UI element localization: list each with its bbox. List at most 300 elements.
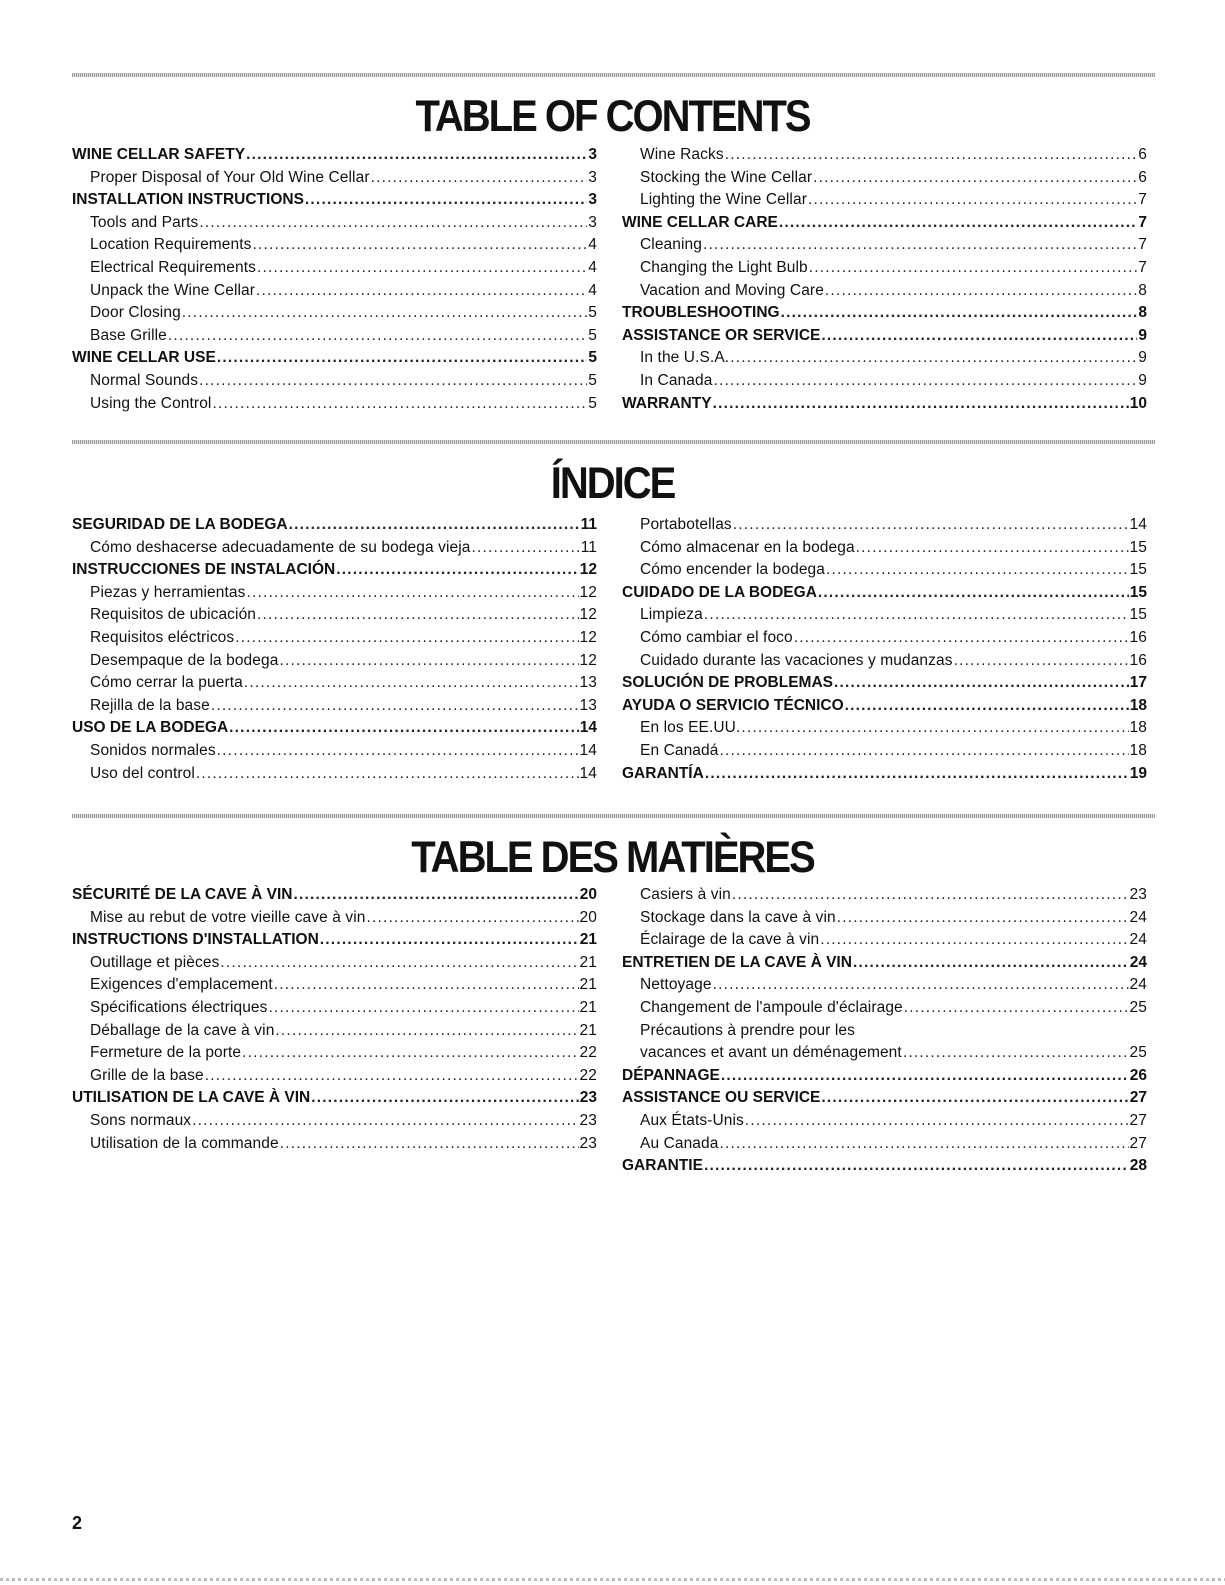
toc-entry-page: 18 bbox=[1129, 696, 1147, 714]
toc-entry-page: 21 bbox=[579, 998, 597, 1016]
dot-leader bbox=[367, 907, 579, 930]
toc-subsection-entry bbox=[72, 234, 597, 257]
dot-leader bbox=[725, 144, 1138, 167]
toc-subsection-entry bbox=[622, 537, 1147, 560]
dot-leader bbox=[220, 952, 578, 975]
toc-section-entry bbox=[622, 1155, 1147, 1178]
toc-subsection-entry bbox=[72, 952, 597, 975]
dot-leader bbox=[719, 740, 1128, 763]
toc-entry-page: 3 bbox=[588, 213, 597, 231]
dot-leader bbox=[733, 514, 1129, 537]
toc-section-entry bbox=[72, 189, 597, 212]
toc-subsection-entry bbox=[622, 1133, 1147, 1156]
toc-section-entry bbox=[622, 302, 1147, 325]
toc-entry-page: 12 bbox=[579, 628, 597, 646]
dot-leader bbox=[821, 325, 1137, 348]
toc-subsection-entry bbox=[72, 212, 597, 235]
dot-leader bbox=[246, 582, 578, 605]
toc-entry-label: Electrical Requirements bbox=[90, 258, 256, 276]
toc-entry-page: 18 bbox=[1129, 719, 1147, 737]
dot-leader bbox=[813, 167, 1137, 190]
toc-section-entry bbox=[72, 144, 597, 167]
toc-section-entry bbox=[622, 952, 1147, 975]
toc-entry-page: 4 bbox=[588, 236, 597, 254]
toc-entry-page: 27 bbox=[1129, 1134, 1147, 1152]
dot-leader bbox=[808, 189, 1137, 212]
toc-entry-page: 10 bbox=[1129, 394, 1147, 412]
dot-leader bbox=[256, 280, 587, 303]
toc-subsection-entry bbox=[72, 1065, 597, 1088]
dot-leader bbox=[311, 1087, 579, 1110]
toc-subsection-entry bbox=[622, 234, 1147, 257]
toc-subsection-entry bbox=[622, 1110, 1147, 1133]
dot-leader bbox=[217, 347, 588, 370]
toc-entry-label: Vacation and Moving Care bbox=[640, 281, 824, 299]
toc-entry-label: Au Canada bbox=[640, 1134, 719, 1152]
toc-column-french-left bbox=[72, 884, 597, 1155]
toc-entry-label: Normal Sounds bbox=[90, 371, 199, 389]
toc-subsection-entry bbox=[72, 582, 597, 605]
toc-entry-label: ASSISTANCE OR SERVICE bbox=[622, 326, 821, 344]
toc-entry-page: 15 bbox=[1129, 538, 1147, 556]
toc-entry-page: 8 bbox=[1138, 304, 1147, 322]
toc-subsection-entry bbox=[622, 907, 1147, 930]
toc-section-entry bbox=[622, 582, 1147, 605]
section-title-french: TABLE DES MATIÈRES bbox=[411, 833, 814, 883]
toc-entry-label: DÉPANNAGE bbox=[622, 1066, 720, 1084]
toc-column-spanish-left bbox=[72, 514, 597, 785]
toc-entry-page: 20 bbox=[579, 908, 597, 926]
toc-subsection-entry bbox=[622, 514, 1147, 537]
toc-entry-page: 14 bbox=[1129, 516, 1147, 533]
dot-leader bbox=[781, 302, 1138, 325]
toc-entry-page: 21 bbox=[579, 1021, 597, 1039]
dot-leader bbox=[826, 559, 1129, 582]
dot-leader bbox=[730, 347, 1137, 370]
toc-entry-page: 19 bbox=[1129, 764, 1147, 782]
toc-entry-label: SOLUCIÓN DE PROBLEMAS bbox=[622, 674, 833, 692]
toc-entry-label: Rejilla de la base bbox=[90, 696, 210, 714]
toc-entry-label: WARRANTY bbox=[622, 394, 712, 412]
toc-entry-page: 16 bbox=[1129, 628, 1147, 646]
toc-entry-page: 21 bbox=[579, 953, 597, 971]
toc-entry-label: In Canada bbox=[640, 371, 713, 389]
toc-entry-label: SÉCURITÉ DE LA CAVE À VIN bbox=[72, 886, 293, 903]
toc-entry-page: 12 bbox=[579, 583, 597, 601]
toc-entry-label: UTILISATION DE LA CAVE À VIN bbox=[72, 1089, 311, 1107]
toc-entry-label: INSTRUCCIONES DE INSTALACIÓN bbox=[72, 561, 336, 579]
toc-subsection-entry bbox=[622, 257, 1147, 280]
toc-entry-page: 8 bbox=[1138, 281, 1147, 299]
toc-subsection-entry bbox=[622, 280, 1147, 303]
toc-entry-page: 23 bbox=[1129, 886, 1147, 903]
dot-leader bbox=[212, 393, 587, 416]
dot-leader bbox=[820, 929, 1128, 952]
toc-section-entry bbox=[72, 1087, 597, 1110]
toc-subsection-entry bbox=[72, 763, 597, 786]
dot-leader bbox=[336, 559, 579, 582]
toc-entry-page: 9 bbox=[1138, 326, 1147, 344]
dot-leader bbox=[856, 537, 1129, 560]
toc-entry-label: Desempaque de la bodega bbox=[90, 651, 279, 669]
toc-entry-page: 24 bbox=[1129, 976, 1147, 994]
toc-subsection-entry bbox=[72, 650, 597, 673]
dot-leader bbox=[713, 393, 1129, 416]
toc-subsection-entry bbox=[72, 1042, 597, 1065]
toc-entry-page: 5 bbox=[588, 394, 597, 412]
toc-subsection-entry bbox=[72, 672, 597, 695]
dot-leader bbox=[257, 257, 587, 280]
dot-leader bbox=[244, 672, 579, 695]
dot-leader bbox=[279, 650, 578, 673]
toc-entry-page: 6 bbox=[1138, 168, 1147, 186]
toc-entry-page: 7 bbox=[1138, 213, 1147, 231]
toc-entry-page: 3 bbox=[588, 146, 597, 163]
toc-column-english-right bbox=[622, 144, 1147, 415]
dot-leader bbox=[904, 997, 1129, 1020]
toc-entry-page: 5 bbox=[588, 326, 597, 344]
toc-entry-label: WINE CELLAR SAFETY bbox=[72, 146, 246, 163]
dot-leader bbox=[211, 695, 579, 718]
dot-leader bbox=[229, 717, 579, 740]
toc-section-entry bbox=[622, 212, 1147, 235]
toc-subsection-entry bbox=[622, 740, 1147, 763]
toc-subsection-entry bbox=[72, 302, 597, 325]
dot-leader bbox=[705, 763, 1129, 786]
toc-entry-page: 5 bbox=[588, 349, 597, 367]
dot-leader bbox=[745, 1110, 1129, 1133]
toc-entry-page: 26 bbox=[1129, 1066, 1147, 1084]
dot-leader bbox=[182, 302, 587, 325]
toc-entry-label: Sons normaux bbox=[90, 1111, 192, 1129]
toc-entry-page: 24 bbox=[1129, 931, 1147, 949]
dot-leader bbox=[253, 234, 588, 257]
toc-entry-label: Door Closing bbox=[90, 304, 181, 322]
dot-leader bbox=[196, 763, 579, 786]
dot-leader bbox=[257, 604, 579, 627]
toc-entry-label: WINE CELLAR CARE bbox=[622, 213, 778, 231]
toc-subsection-entry bbox=[622, 627, 1147, 650]
toc-entry-label: Cómo almacenar en la bodega bbox=[640, 538, 855, 556]
toc-entry-page: 24 bbox=[1129, 908, 1147, 926]
toc-subsection-entry bbox=[622, 717, 1147, 740]
dot-leader bbox=[853, 952, 1129, 975]
toc-entry-page: 22 bbox=[579, 1066, 597, 1084]
toc-entry-label: ASSISTANCE OU SERVICE bbox=[622, 1089, 821, 1107]
dot-leader bbox=[825, 280, 1137, 303]
toc-entry-page: 23 bbox=[579, 1111, 597, 1129]
toc-column-english-left bbox=[72, 144, 597, 415]
dot-leader bbox=[794, 627, 1129, 650]
dot-leader bbox=[903, 1042, 1129, 1065]
section-divider bbox=[72, 440, 1155, 444]
dot-leader bbox=[289, 514, 580, 537]
dot-leader bbox=[199, 212, 587, 235]
dot-leader bbox=[821, 1087, 1128, 1110]
dot-leader bbox=[834, 672, 1129, 695]
toc-section-entry bbox=[622, 1065, 1147, 1088]
toc-entry-label: Cómo encender la bodega bbox=[640, 561, 825, 579]
toc-subsection-entry bbox=[72, 695, 597, 718]
toc-entry-label: GARANTÍA bbox=[622, 764, 704, 782]
toc-entry-page: 17 bbox=[1129, 674, 1147, 692]
toc-entry-label: Fermeture de la porte bbox=[90, 1044, 242, 1062]
toc-entry-page: 15 bbox=[1129, 583, 1147, 601]
toc-entry-label: Changement de l'ampoule d'éclairage bbox=[640, 998, 903, 1016]
toc-entry-page: 9 bbox=[1138, 371, 1147, 389]
toc-subsection-entry bbox=[622, 974, 1147, 997]
toc-subsection-entry bbox=[72, 1110, 597, 1133]
toc-entry-label: INSTRUCTIONS D'INSTALLATION bbox=[72, 931, 319, 949]
toc-subsection-entry bbox=[72, 907, 597, 930]
toc-entry-page: 25 bbox=[1129, 1044, 1147, 1062]
toc-subsection-entry bbox=[72, 740, 597, 763]
dot-leader bbox=[713, 974, 1129, 997]
toc-entry-label: Base Grille bbox=[90, 326, 167, 344]
toc-entry-label: Cuidado durante las vacaciones y mudanzas bbox=[640, 651, 953, 669]
toc-entry-page: 25 bbox=[1129, 998, 1147, 1016]
toc-entry-page: 7 bbox=[1138, 191, 1147, 209]
toc-entry-label: Stocking the Wine Cellar bbox=[640, 168, 813, 186]
dot-leader bbox=[242, 1042, 578, 1065]
toc-entry-label: AYUDA O SERVICIO TÉCNICO bbox=[622, 696, 844, 714]
toc-entry-label: Using the Control bbox=[90, 394, 212, 412]
toc-entry-label: En los EE.UU. bbox=[640, 719, 741, 737]
toc-entry-label: Cómo cerrar la puerta bbox=[90, 674, 243, 692]
toc-subsection-entry bbox=[72, 167, 597, 190]
toc-entry-label: Portabotellas bbox=[640, 516, 732, 533]
toc-entry-label: In the U.S.A. bbox=[640, 349, 730, 367]
toc-entry-label: Casiers à vin bbox=[640, 886, 731, 903]
toc-entry-page: 28 bbox=[1129, 1157, 1147, 1175]
toc-entry-label: Requisitos de ubicación bbox=[90, 606, 257, 624]
toc-subsection-entry bbox=[72, 997, 597, 1020]
toc-entry-label: Stockage dans la cave à vin bbox=[640, 908, 836, 926]
dot-leader bbox=[275, 1020, 578, 1043]
toc-section-entry bbox=[72, 514, 597, 537]
toc-entry-label: Wine Racks bbox=[640, 146, 724, 163]
toc-subsection-entry bbox=[72, 1133, 597, 1156]
toc-entry-label: Éclairage de la cave à vin bbox=[640, 931, 820, 949]
dot-leader bbox=[704, 604, 1129, 627]
toc-entry-page: 13 bbox=[579, 674, 597, 692]
dot-leader bbox=[703, 234, 1137, 257]
toc-entry-label: Piezas y herramientas bbox=[90, 583, 246, 601]
dot-leader bbox=[199, 370, 587, 393]
toc-subsection-entry bbox=[72, 393, 597, 416]
dot-leader bbox=[472, 537, 580, 560]
toc-entry-label: Aux États-Unis bbox=[640, 1111, 744, 1129]
toc-entry-label: Sonidos normales bbox=[90, 741, 216, 759]
toc-entry-label: SEGURIDAD DE LA BODEGA bbox=[72, 516, 288, 533]
toc-entry-page: 15 bbox=[1129, 606, 1147, 624]
toc-column-french-right bbox=[622, 884, 1147, 1178]
toc-entry-page: 15 bbox=[1129, 561, 1147, 579]
toc-entry-label: Lighting the Wine Cellar bbox=[640, 191, 807, 209]
toc-entry-page: 6 bbox=[1138, 146, 1147, 163]
toc-entry-label: Utilisation de la commande bbox=[90, 1134, 279, 1152]
toc-subsection-entry bbox=[72, 370, 597, 393]
toc-section-entry bbox=[622, 1087, 1147, 1110]
section-divider bbox=[72, 814, 1155, 818]
toc-subsection-entry bbox=[622, 604, 1147, 627]
toc-subsection-entry bbox=[622, 1020, 1147, 1065]
toc-entry-page: 27 bbox=[1129, 1111, 1147, 1129]
toc-entry-label: WINE CELLAR USE bbox=[72, 349, 216, 367]
toc-entry-label: Unpack the Wine Cellar bbox=[90, 281, 256, 299]
toc-entry-page: 9 bbox=[1138, 349, 1147, 367]
toc-entry-label: Cómo cambiar el foco bbox=[640, 628, 793, 646]
toc-entry-page: 14 bbox=[579, 719, 597, 737]
toc-section-entry bbox=[72, 717, 597, 740]
dot-leader bbox=[732, 884, 1129, 907]
dot-leader bbox=[371, 167, 588, 190]
toc-subsection-entry bbox=[622, 144, 1147, 167]
toc-subsection-entry bbox=[622, 189, 1147, 212]
toc-subsection-entry bbox=[622, 650, 1147, 673]
toc-entry-label: INSTALLATION INSTRUCTIONS bbox=[72, 191, 304, 209]
toc-entry-label: Changing the Light Bulb bbox=[640, 258, 808, 276]
toc-entry-page: 27 bbox=[1129, 1089, 1147, 1107]
toc-entry-page: 23 bbox=[579, 1089, 597, 1107]
toc-entry-label: Cómo deshacerse adecuadamente de su bodega vieja bbox=[90, 538, 471, 556]
toc-entry-label: Spécifications électriques bbox=[90, 998, 268, 1016]
toc-section-entry bbox=[72, 884, 597, 907]
toc-entry-page: 23 bbox=[579, 1134, 597, 1152]
toc-entry-page: 11 bbox=[580, 516, 597, 533]
toc-subsection-entry bbox=[622, 997, 1147, 1020]
section-title-english: TABLE OF CONTENTS bbox=[415, 92, 810, 142]
page-number: 2 bbox=[72, 1513, 83, 1533]
toc-entry-label: En Canadá bbox=[640, 741, 719, 759]
toc-entry-page: 13 bbox=[579, 696, 597, 714]
toc-entry-label: Outillage et pièces bbox=[90, 953, 220, 971]
dot-leader bbox=[217, 740, 579, 763]
dot-leader bbox=[246, 144, 587, 167]
toc-entry-label: ENTRETIEN DE LA CAVE À VIN bbox=[622, 953, 852, 971]
dot-leader bbox=[721, 1065, 1129, 1088]
toc-entry-page: 7 bbox=[1138, 258, 1147, 276]
toc-entry-page: 20 bbox=[579, 886, 597, 903]
dot-leader bbox=[809, 257, 1138, 280]
toc-entry-page: 16 bbox=[1129, 651, 1147, 669]
toc-entry-label: Cleaning bbox=[640, 236, 702, 254]
dot-leader bbox=[269, 997, 579, 1020]
toc-subsection-entry bbox=[72, 604, 597, 627]
toc-entry-page: 4 bbox=[588, 258, 597, 276]
toc-entry-page: 4 bbox=[588, 281, 597, 299]
dot-leader bbox=[954, 650, 1129, 673]
dot-leader bbox=[713, 370, 1137, 393]
toc-subsection-entry bbox=[72, 627, 597, 650]
toc-subsection-entry bbox=[622, 347, 1147, 370]
toc-entry-page: 3 bbox=[588, 168, 597, 186]
dot-leader bbox=[779, 212, 1138, 235]
toc-section-entry bbox=[622, 325, 1147, 348]
dot-leader bbox=[320, 929, 579, 952]
toc-subsection-entry bbox=[72, 1020, 597, 1043]
toc-entry-page: 5 bbox=[588, 304, 597, 322]
section-divider bbox=[72, 73, 1155, 77]
toc-entry-page: 21 bbox=[579, 931, 597, 949]
dot-leader bbox=[168, 325, 587, 348]
toc-section-entry bbox=[622, 695, 1147, 718]
toc-entry-page: 14 bbox=[579, 741, 597, 759]
toc-entry-label: Proper Disposal of Your Old Wine Cellar bbox=[90, 168, 370, 186]
toc-entry-page: 12 bbox=[579, 651, 597, 669]
toc-entry-page: 18 bbox=[1129, 741, 1147, 759]
dot-leader bbox=[205, 1065, 579, 1088]
toc-subsection-entry bbox=[72, 280, 597, 303]
toc-entry-page: 22 bbox=[579, 1044, 597, 1062]
toc-subsection-entry bbox=[622, 929, 1147, 952]
toc-section-entry bbox=[72, 347, 597, 370]
toc-entry-page: 3 bbox=[588, 191, 597, 209]
dot-leader bbox=[741, 717, 1128, 740]
toc-section-entry bbox=[72, 559, 597, 582]
dot-leader bbox=[818, 582, 1129, 605]
toc-entry-label: Tools and Parts bbox=[90, 213, 199, 231]
toc-entry-page: 21 bbox=[579, 976, 597, 994]
toc-entry-label: Limpieza bbox=[640, 606, 703, 624]
toc-column-spanish-right bbox=[622, 514, 1147, 785]
toc-section-entry bbox=[622, 393, 1147, 416]
toc-subsection-entry bbox=[622, 884, 1147, 907]
toc-entry-label: Mise au rebut de votre vieille cave à vin bbox=[90, 908, 366, 926]
toc-entry-label: GARANTIE bbox=[622, 1157, 703, 1175]
toc-entry-label: Uso del control bbox=[90, 764, 195, 782]
dot-leader bbox=[280, 1133, 579, 1156]
toc-subsection-entry bbox=[72, 537, 597, 560]
dot-leader bbox=[305, 189, 587, 212]
dot-leader bbox=[845, 695, 1129, 718]
section-title-spanish: ÍNDICE bbox=[550, 459, 675, 509]
toc-subsection-entry bbox=[622, 167, 1147, 190]
toc-entry-page: 12 bbox=[579, 606, 597, 624]
toc-entry-page: 12 bbox=[579, 561, 597, 579]
dot-leader bbox=[274, 974, 579, 997]
toc-entry-label: USO DE LA BODEGA bbox=[72, 719, 229, 737]
toc-entry-label: Nettoyage bbox=[640, 976, 712, 994]
dot-leader bbox=[837, 907, 1129, 930]
toc-subsection-entry bbox=[72, 257, 597, 280]
dot-leader bbox=[293, 884, 578, 907]
toc-entry-page: 14 bbox=[579, 764, 597, 782]
toc-entry-label: Location Requirements bbox=[90, 236, 252, 254]
toc-entry-page: 11 bbox=[580, 538, 597, 556]
dot-leader bbox=[719, 1133, 1128, 1156]
toc-entry-page: 7 bbox=[1138, 236, 1147, 254]
toc-subsection-entry bbox=[72, 974, 597, 997]
toc-entry-page: 5 bbox=[588, 371, 597, 389]
dot-leader bbox=[235, 627, 578, 650]
toc-subsection-entry bbox=[622, 370, 1147, 393]
toc-subsection-entry bbox=[72, 325, 597, 348]
toc-entry-label: Grille de la base bbox=[90, 1066, 204, 1084]
dot-leader bbox=[192, 1110, 578, 1133]
toc-entry-label: TROUBLESHOOTING bbox=[622, 304, 780, 322]
toc-entry-label: Précautions à prendre pour les vacances et avant un déménagement bbox=[640, 1021, 902, 1062]
toc-section-entry bbox=[72, 929, 597, 952]
toc-subsection-entry bbox=[622, 559, 1147, 582]
toc-section-entry bbox=[622, 672, 1147, 695]
toc-entry-label: Déballage de la cave à vin bbox=[90, 1021, 275, 1039]
toc-section-entry bbox=[622, 763, 1147, 786]
toc-entry-label: CUIDADO DE LA BODEGA bbox=[622, 583, 817, 601]
toc-entry-label: Requisitos eléctricos bbox=[90, 628, 235, 646]
toc-entry-page: 24 bbox=[1129, 953, 1147, 971]
dot-leader bbox=[704, 1155, 1129, 1178]
